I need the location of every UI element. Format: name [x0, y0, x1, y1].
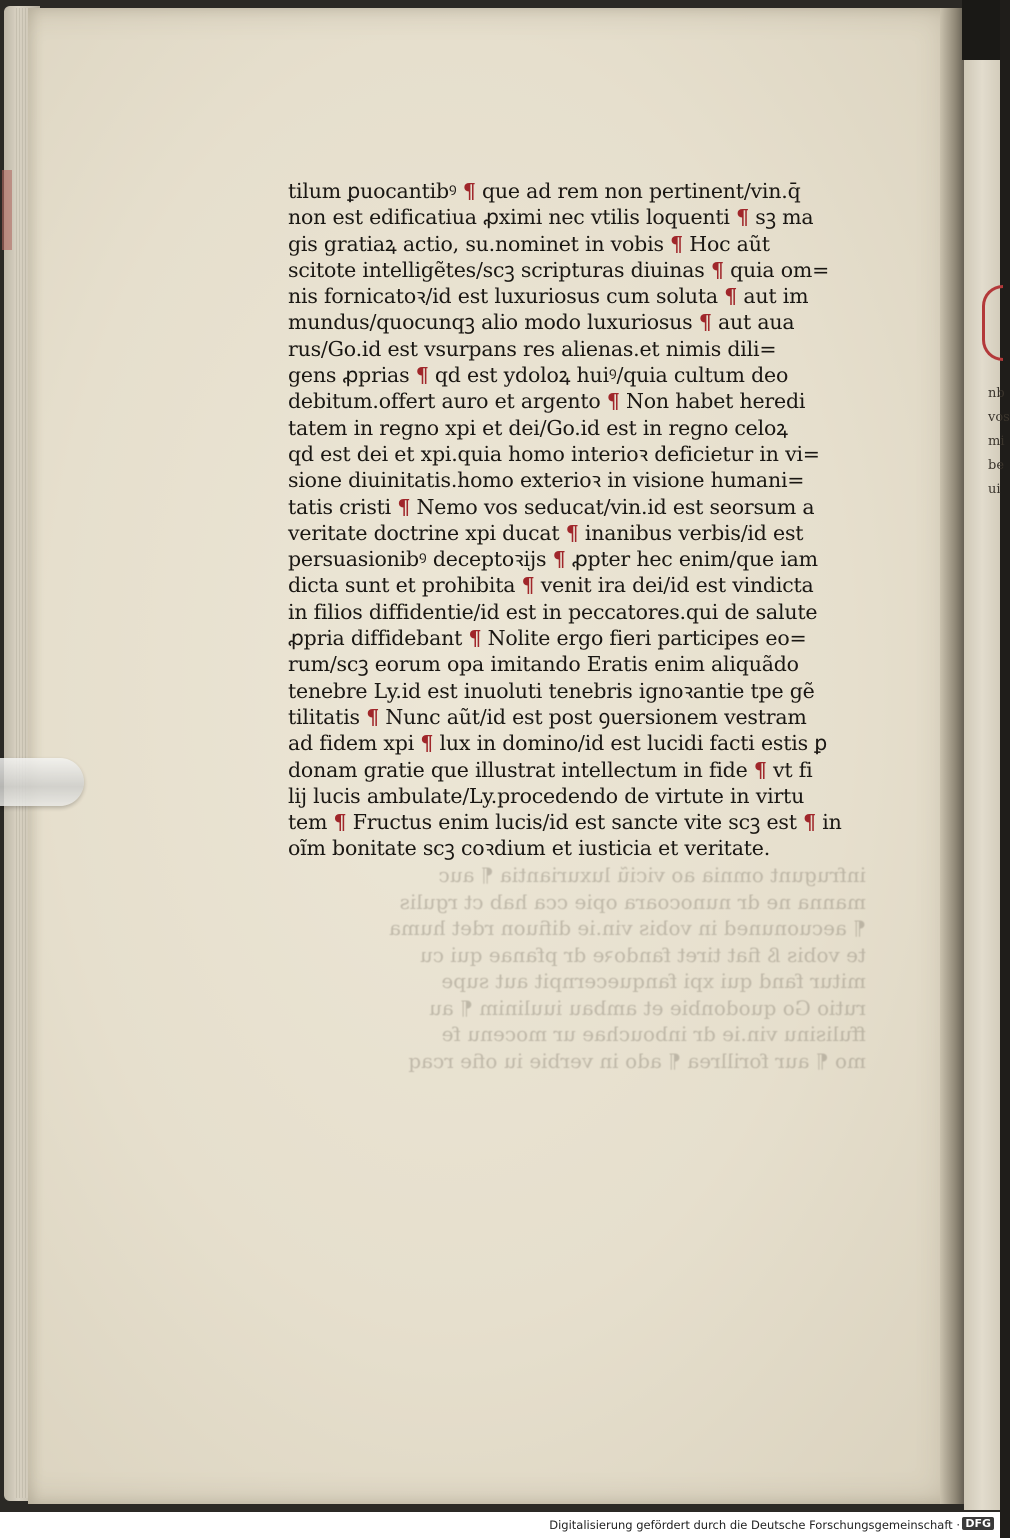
rubric-paragraph-mark: ¶ [552, 547, 566, 572]
rubric-paragraph-mark: ¶ [753, 757, 767, 782]
text-line: tem ¶ Fructus enim lucis/id est sancte vite scꝫ est ¶ in [288, 810, 842, 835]
text-line: debitum.offert auro et argento ¶ Non habet heredi [288, 389, 806, 414]
facing-page-text-fragment: mi [988, 434, 1005, 449]
facing-page-red-initial [982, 285, 1003, 361]
rubric-paragraph-mark: ¶ [366, 704, 380, 729]
printed-text-column [288, 178, 868, 862]
text-line: ꝓpria diffidebant ¶ Nolite ergo fieri participes eo= [288, 626, 807, 651]
show-through-line: te vobis ß fiat tiret fandoꝛe dr pfanae qui cu [419, 942, 866, 967]
text-line: in filios diffidentie/id est in peccatores.qui de salute [288, 599, 818, 624]
text-line: tilitatis ¶ Nunc aũt/id est post ꝯuersionem vestram [288, 704, 807, 729]
funding-credit: Digitalisierung gefördert durch die Deutsche Forschungsgemeinschaft · [549, 1518, 960, 1532]
rubric-paragraph-mark: ¶ [803, 810, 816, 835]
rubric-paragraph-mark: ¶ [724, 284, 738, 309]
text-line: sione diuinitatis.homo exterioꝛ in visione humani= [288, 468, 805, 493]
show-through-line: rutio Go quodonbie et ambau iuulinim ¶ au [428, 995, 866, 1020]
text-line: rus/Go.id est vsurpans res alienas.et nimis dili= [288, 336, 777, 361]
text-line: gis gratiaꝝ actio, su.nominet in vobis ¶ Hoc aũt [288, 231, 770, 256]
rubric-paragraph-mark: ¶ [420, 731, 434, 756]
text-line: nis fornicatoꝛ/id est luxuriosus cum soluta ¶ aut im [288, 284, 809, 309]
glass-page-clip [0, 758, 84, 806]
show-through-line: infrugunt omnia ao viciũ luxuriantia ¶ auc [438, 863, 866, 887]
facing-page-dark-corner [962, 0, 1000, 60]
show-through-line: ffulisinu vin.ie dr inbouchae ur mocenu fe [441, 1022, 866, 1046]
text-line: veritate doctrine xpi ducat ¶ inanibus verbis/id est [288, 520, 804, 545]
text-line: persuasionibꝰ deceptoꝛijs ¶ ꝓpter hec enim/que iam [288, 547, 818, 572]
footer-bar [0, 1512, 1000, 1538]
text-line: rum/scꝫ eorum opa imitando Eratis enim aliquãdo [288, 652, 799, 677]
text-line: non est edificatiua ꝓximi nec vtilis loquenti ¶ sꝫ ma [288, 205, 814, 230]
rubric-paragraph-mark: ¶ [670, 231, 683, 256]
rubric-paragraph-mark: ¶ [606, 389, 620, 414]
show-through-line: mo ¶ aur forillrea ¶ ado in verbie iu ofie rcaq [408, 1048, 866, 1073]
rubric-paragraph-mark: ¶ [521, 573, 535, 598]
text-line: oĩm bonitate scꝫ coꝛdium et iusticia et veritate. [288, 836, 771, 861]
text-line: gens ꝓprias ¶ qd est ydoloꝝ huiꝰ/quia cultum deo [288, 363, 789, 388]
show-through-line: mitur fand qui xpi fanquecernpit aut supe [441, 969, 866, 993]
red-edge-mark [2, 170, 12, 250]
text-line: tilum ꝑuocantibꝰ ¶ que ad rem non pertinent/vin.q̄ [288, 179, 801, 203]
text-line: tenebre Ly.id est inuoluti tenebris ignoꝛantie tpe gẽ [288, 678, 815, 703]
rubric-paragraph-mark: ¶ [565, 520, 579, 545]
rubric-paragraph-mark: ¶ [736, 205, 749, 230]
text-line: donam gratie que illustrat intellectum in fide ¶ vt fi [288, 757, 813, 782]
facing-page-text-fragment: vos [988, 410, 1010, 425]
rubric-paragraph-mark: ¶ [710, 257, 724, 282]
text-line: tatem in regno xpi et dei/Go.id est in regno celoꝝ [288, 415, 788, 440]
facing-page-text-fragment: nb [988, 386, 1005, 401]
text-line: scitote intelligẽtes/scꝫ scripturas diuinas ¶ quia om= [288, 257, 830, 282]
rubric-paragraph-mark: ¶ [415, 363, 429, 388]
text-line: lij lucis ambulate/Ly.procedendo de virtute in virtu [288, 783, 805, 808]
book-gutter [940, 8, 966, 1504]
rubric-paragraph-mark: ¶ [462, 179, 476, 203]
rubric-paragraph-mark: ¶ [468, 626, 482, 651]
text-line: mundus/quocunqꝫ alio modo luxuriosus ¶ aut aua [288, 310, 795, 335]
show-through-line: ¶ aecuonuned in vobis vin.ie difiuon rdet huma [389, 916, 866, 940]
facing-page-text-fragment: ui [988, 482, 1001, 497]
rubric-paragraph-mark: ¶ [397, 494, 411, 519]
facing-page-edge [964, 10, 1000, 1510]
text-line: ad fidem xpi ¶ lux in domino/id est lucidi facti estis ꝑ [288, 731, 828, 756]
rubric-paragraph-mark: ¶ [698, 310, 712, 335]
dfg-logo: DFG [962, 1517, 994, 1530]
show-through-line: manna ne dr nunocoara opie cca hab ct rgulis [399, 889, 866, 914]
facing-page-text-fragment: be [988, 458, 1005, 473]
text-line: qd est dei et xpi.quia homo interioꝛ deficietur in vi= [288, 441, 820, 466]
text-line: dicta sunt et prohibita ¶ venit ira dei/id est vindicta [288, 573, 814, 598]
rubric-paragraph-mark: ¶ [333, 810, 347, 835]
show-through-reverse-text [286, 862, 866, 1074]
text-line: tatis cristi ¶ Nemo vos seducat/vin.id est seorsum a [288, 494, 815, 519]
